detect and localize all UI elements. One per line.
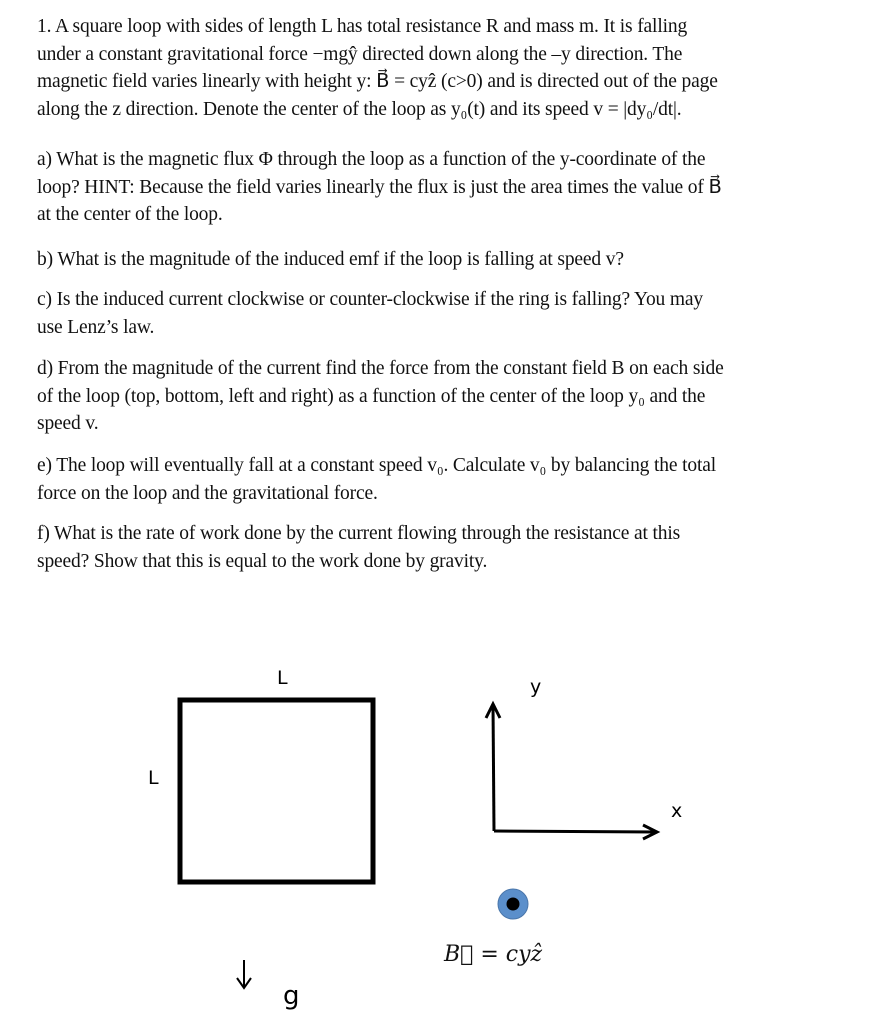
part-f-line-1: f) What is the rate of work done by the current flowing through the resistance at this bbox=[37, 523, 681, 544]
intro-line-2: under a constant gravitational force −mgŷ directed down along the –y direction. The bbox=[37, 43, 683, 65]
intro-line-3: magnetic field varies linearly with height y: B⃗ = cyẑ (c>0) and is directed out of the page bbox=[37, 71, 718, 92]
part-d-line-1: d) From the magnitude of the current find the force from the constant field B on each side bbox=[37, 358, 724, 379]
intro-line-4: along the z direction. Denote the center of the loop as y₀(t) and its speed v = |dy₀/dt|. bbox=[37, 98, 682, 120]
loop-top-length-label: L bbox=[277, 667, 288, 689]
part-a-line-3: at the center of the loop. bbox=[37, 204, 223, 225]
part-b-line-1: b) What is the magnitude of the induced emf if the loop is falling at speed v? bbox=[37, 249, 624, 270]
part-f-line-2: speed? Show that this is equal to the work done by gravity. bbox=[37, 550, 488, 572]
y-axis-arrow-icon bbox=[486, 704, 500, 831]
field-equation: B⃗ = cyẑ bbox=[444, 942, 543, 967]
part-d-line-2: of the loop (top, bottom, left and right) as a function of the center of the loop y₀ and the bbox=[37, 385, 706, 407]
part-c-line-1: c) Is the induced current clockwise or counter-clockwise if the ring is falling? You may bbox=[37, 289, 703, 310]
gravity-label: g bbox=[283, 981, 300, 1011]
loop-side-length-label: L bbox=[148, 767, 159, 789]
x-axis-arrow-icon bbox=[494, 825, 657, 839]
part-a-line-1: a) What is the magnetic flux Φ through the loop as a function of the y-coordinate of the bbox=[37, 149, 706, 170]
part-e-line-2: force on the loop and the gravitational force. bbox=[37, 482, 378, 504]
part-a-line-2: loop? HINT: Because the field varies linearly the flux is just the area times the value of B⃗ bbox=[37, 176, 722, 198]
square-loop bbox=[180, 700, 373, 882]
part-d-line-3: speed v. bbox=[37, 413, 99, 434]
gravity-arrow-icon bbox=[237, 960, 251, 988]
part-c-line-2: use Lenz’s law. bbox=[37, 316, 155, 338]
part-e-line-1: e) The loop will eventually fall at a constant speed v₀. Calculate v₀ by balancing the total bbox=[37, 455, 717, 476]
intro-line-1: 1. A square loop with sides of length L has total resistance R and mass m. It is falling bbox=[37, 16, 688, 37]
field-out-of-page-icon bbox=[498, 889, 528, 919]
x-axis-label: x bbox=[671, 800, 683, 822]
y-axis-label: y bbox=[530, 676, 542, 698]
